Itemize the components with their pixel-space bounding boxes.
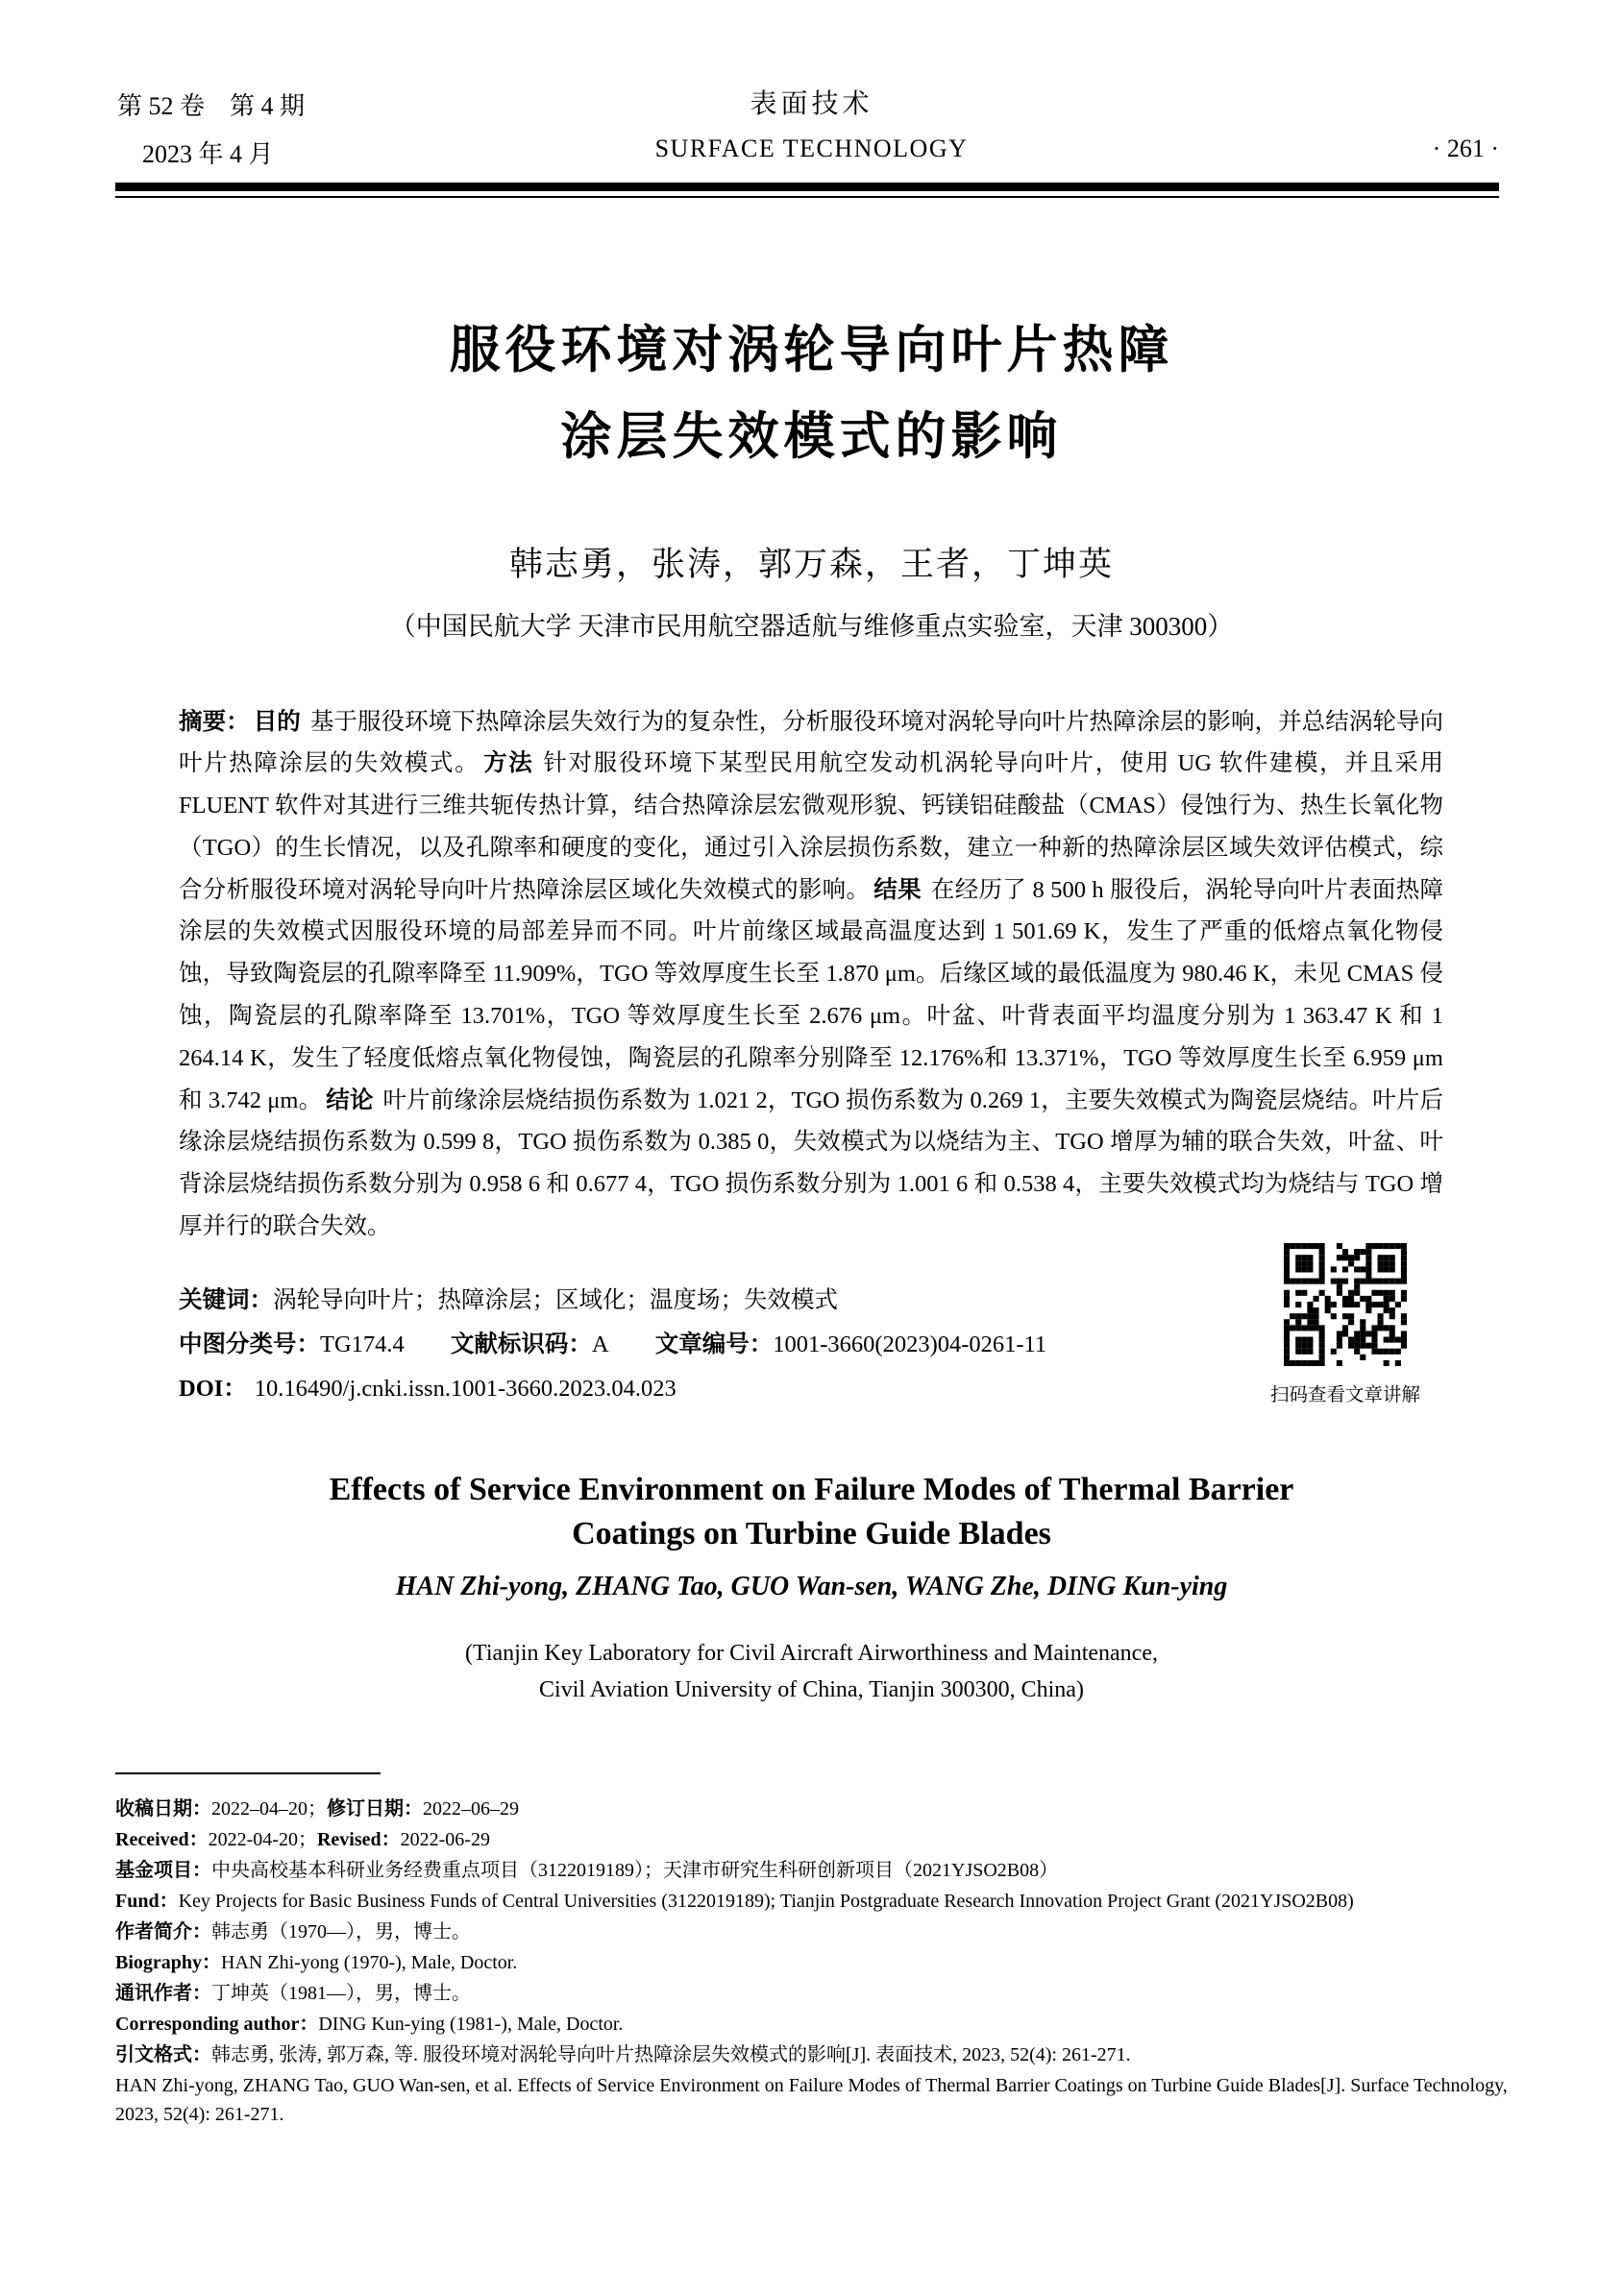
received-date-en: 2022-04-20； [208,1829,317,1850]
article-number-pair [655,1331,1046,1357]
doi-line [179,1370,676,1404]
article-title-cn-line2: 涂层失效模式的影响 [560,408,1063,465]
header-journal-name-en: SURFACE TECHNOLOGY [654,134,969,162]
footnote-biography-en [115,1948,1509,1977]
abstract-label: 摘要： [179,708,250,735]
document-code: A [591,1331,609,1357]
authors-cn: 韩志勇，张涛，郭万森，王者，丁坤英 [508,546,1114,583]
affiliation-cn: （中国民航大学 天津市民用航空器适航与维修重点实验室，天津 300300） [389,612,1234,641]
biography-text-cn: 韩志勇（1970—），男，博士。 [211,1921,471,1942]
header-date: 2023 年 4 月 [142,140,274,168]
abstract-objective-text: 基于服役环境下热障涂层失效行为的复杂性，分析服役环境对涡轮导向叶片热障涂层的影响，并总结涡轮导向叶片热障涂层的失效模式。 [179,708,1444,777]
received-label-cn: 收稿日期： [115,1798,211,1820]
article-title-en [0,1468,1623,1556]
footnote-corresponding-en [115,2010,1509,2039]
authors-en: HAN Zhi-yong, ZHANG Tao, GUO Wan-sen, WANG Zhe, DING Kun-ying [395,1572,1228,1601]
article-title-en-line1: Effects of Service Environment on Failure Modes of Thermal Barrier [329,1472,1294,1507]
abstract-method-label: 方法 [483,750,534,777]
header-rule-thin [115,196,1499,198]
article-title-cn-line1: 服役环境对涡轮导向叶片热障 [449,322,1174,379]
keywords-line [179,1282,838,1315]
classification-line [179,1326,1046,1359]
clc-label: 中图分类号： [179,1331,320,1357]
citation-text-cn: 韩志勇, 张涛, 郭万森, 等. 服役环境对涡轮导向叶片热障涂层失效模式的影响[J]. 表面技术, 2023, 52(4): 261-271. [211,2044,1131,2065]
citation-label-cn: 引文格式： [115,2044,211,2065]
abstract-method-text: 针对服役环境下某型民用航空发动机涡轮导向叶片，使用 UG 软件建模，并且采用 FLUENT 软件对其进行三维共轭传热计算，结合热障涂层宏微观形貌、钙镁铝硅酸盐（CMAS）侵蚀行为、热生长氧化物（TGO）的生长情况，以及孔隙率和硬度的变化，通过引入涂层损伤系数，建立一种新的热障涂层区域失效评估模式，综合分析服役环境对涡轮导向叶片热障涂层区域化失效模式的影响。 [179,750,1444,903]
revised-label-cn: 修订日期： [327,1798,423,1820]
biography-label-cn: 作者简介： [115,1921,211,1942]
fund-text-cn: 中央高校基本科研业务经费重点项目（3122019189）；天津市研究生科研创新项目（2021YJSO2B08） [211,1860,1059,1881]
doi-value: 10.16490/j.cnki.issn.1001-3660.2023.04.023 [254,1376,676,1402]
corresponding-label-en: Corresponding author： [115,2014,319,2035]
revised-label-en: Revised： [316,1829,401,1850]
header-journal-name-cn: 表面技术 [750,89,873,119]
citation-text-en: HAN Zhi-yong, ZHANG Tao, GUO Wan-sen, et al. Effects of Service Environment on Failure Modes of Thermal Barrier Coatings on Turbine Guide Blades[J]. Surface Technology, 2023, 52(4): 261-271. [115,2075,1508,2125]
keywords-label: 关键词： [179,1287,273,1313]
abstract [179,701,1443,1248]
header-volume-issue: 第 52 卷 第 4 期 [117,92,306,120]
affiliation-en [0,1635,1623,1708]
footnote-corresponding-cn [115,1979,1509,2008]
corresponding-text-en: DING Kun-ying (1981-), Male, Doctor. [318,2014,624,2035]
keywords-text: 涡轮导向叶片；热障涂层；区域化；温度场；失效模式 [273,1287,838,1313]
document-code-label: 文献标识码： [450,1331,592,1357]
article-number: 1001-3660(2023)04-0261-11 [773,1331,1047,1357]
qr-code [1284,1243,1407,1366]
received-date-cn: 2022–04–20； [211,1798,327,1820]
abstract-objective-label: 目的 [253,708,301,735]
article-title-cn [0,307,1623,480]
received-label-en: Received： [115,1829,209,1850]
affiliation-en-line2: Civil Aviation University of China, Tianjin 300300, China) [539,1677,1084,1702]
abstract-result-text: 在经历了 8 500 h 服役后，涡轮导向叶片表面热障涂层的失效模式因服役环境的局部差异而不同。叶片前缘区域最高温度达到 1 501.69 K，发生了严重的低熔点氧化物侵蚀，导致陶瓷层的孔隙率降至 11.909%，TGO 等效厚度生长至 1.870 μm。后缘区域的最低温度为 980.46 K，未见 CMAS 侵蚀，陶瓷层的孔隙率降至 13.701%，TGO 等效厚度生长至 2.676 μm。叶盆、叶背表面平均温度分别为 1 363.47 K 和 1 264.14 K，发生了轻度低熔点氧化物侵蚀，陶瓷层的孔隙率分别降至 12.176%和 13.371%，TGO 等效厚度生长至 6.959 μm 和 3.742 μm。 [179,876,1443,1113]
revised-date-en: 2022-06-29 [400,1829,490,1850]
doi-label: DOI： [179,1376,247,1402]
qr-caption: 扫码查看文章讲解 [1269,1385,1420,1405]
article-number-label: 文章编号： [654,1331,774,1357]
document-code-pair [451,1331,609,1357]
header-rule-thick [115,183,1499,191]
footnote-received-cn [115,1795,1509,1823]
footnote-citation-en [115,2071,1509,2129]
article-title-en-line2: Coatings on Turbine Guide Blades [572,1516,1051,1551]
footnote-fund-cn [115,1856,1509,1885]
clc-number: TG174.4 [320,1331,405,1357]
footnote-citation-cn [115,2040,1509,2069]
corresponding-text-cn: 丁坤英（1981—），男，博士。 [211,1983,471,2004]
footnotes [115,1795,1509,2131]
biography-label-en: Biography： [115,1952,222,1973]
footnote-biography-cn [115,1917,1509,1946]
footnote-separator [115,1772,381,1774]
footnote-fund-en [115,1887,1509,1916]
fund-text-en: Key Projects for Basic Business Funds of Central Universities (3122019189); Tianjin Postgraduate Research Innovation Project Grant (2021YJSO2B08) [178,1891,1354,1912]
abstract-conclusion-label: 结论 [326,1087,374,1113]
affiliation-en-line1: (Tianjin Key Laboratory for Civil Aircraft Airworthiness and Maintenance, [465,1641,1158,1666]
clc-pair [179,1331,405,1357]
fund-label-cn: 基金项目： [115,1860,211,1881]
corresponding-label-cn: 通讯作者： [115,1983,211,2004]
biography-text-en: HAN Zhi-yong (1970-), Male, Doctor. [221,1952,518,1973]
revised-date-cn: 2022–06–29 [423,1798,519,1820]
abstract-conclusion-text: 叶片前缘涂层烧结损伤系数为 1.021 2，TGO 损伤系数为 0.269 1，主要失效模式为陶瓷层烧结。叶片后缘涂层烧结损伤系数为 0.599 8，TGO 损伤系数为 0.385 0，失效模式为以烧结为主、TGO 增厚为辅的联合失效，叶盆、叶背涂层烧结损伤系数分别为 0.958 6 和 0.677 4，TGO 损伤系数分别为 1.001 6 和 0.538 4，主要失效模式均为烧结与 TGO 增厚并行的联合失效。 [179,1087,1443,1240]
header-page-number: · 261 · [1432,134,1499,162]
footnote-received-en [115,1825,1509,1854]
fund-label-en: Fund： [115,1891,179,1912]
abstract-result-label: 结果 [873,876,922,903]
